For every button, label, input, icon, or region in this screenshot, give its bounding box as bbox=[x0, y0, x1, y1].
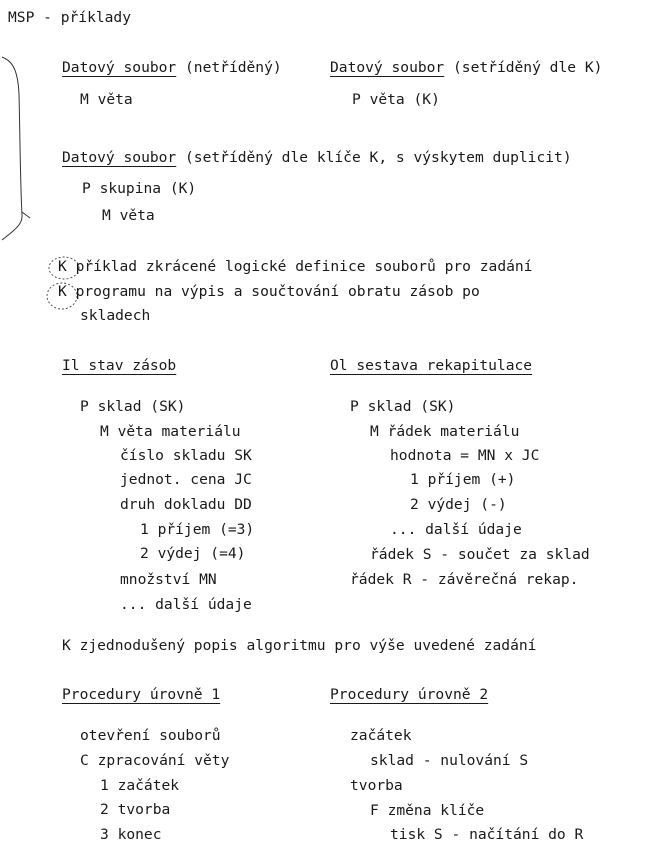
proc1-line-2: C zpracování věty bbox=[80, 752, 230, 769]
file-sorted-heading-suffix: (setříděný dle K) bbox=[444, 59, 603, 76]
procedures-level2-heading: Procedury úrovně 2 bbox=[330, 686, 489, 703]
output-file-heading: Ol sestava rekapitulace bbox=[330, 357, 533, 374]
proc1-line-4: 2 tvorba bbox=[100, 801, 171, 818]
example-marker: K bbox=[58, 258, 67, 275]
algorithm-note: K zjednodušený popis algoritmu pro výše uvedené zadání bbox=[62, 637, 537, 654]
example-line-2 bbox=[58, 283, 480, 301]
proc2-line-3: tvorba bbox=[350, 777, 403, 794]
output-line-4: 1 příjem (+) bbox=[410, 471, 516, 488]
output-line-7: řádek S - součet za sklad bbox=[370, 546, 590, 563]
input-line-3: číslo skladu SK bbox=[120, 447, 252, 464]
output-line-6: ... další údaje bbox=[390, 521, 522, 538]
input-line-1: P sklad (SK) bbox=[80, 398, 186, 415]
output-line-5: 2 výdej (-) bbox=[410, 496, 507, 513]
file-dup-heading bbox=[62, 149, 572, 167]
example-text-2: programu na výpis a součtování obratu zásob po bbox=[66, 283, 480, 300]
input-line-6: 1 příjem (=3) bbox=[140, 521, 255, 538]
page-title: MSP - příklady bbox=[8, 9, 132, 26]
example-line-1 bbox=[58, 258, 532, 276]
input-line-5: druh dokladu DD bbox=[120, 496, 252, 513]
file-dup-line-1: P skupina (K) bbox=[82, 180, 197, 197]
file-sorted-heading bbox=[330, 59, 602, 77]
input-line-2: M věta materiálu bbox=[100, 423, 241, 440]
example-text-1: příklad zkrácené logické definice souborů pro zadání bbox=[66, 258, 533, 275]
file-sorted-line: P věta (K) bbox=[352, 91, 440, 108]
proc2-line-5: tisk S - načítání do R bbox=[390, 826, 584, 843]
file-sorted-heading-label: Datový soubor bbox=[330, 59, 445, 76]
proc1-line-3: 1 začátek bbox=[100, 777, 180, 794]
input-line-7: 2 výdej (=4) bbox=[140, 545, 246, 562]
file-unsorted-heading-suffix: (netříděný) bbox=[176, 59, 282, 76]
proc1-line-1: otevření souborů bbox=[80, 727, 221, 744]
input-line-4: jednot. cena JC bbox=[120, 471, 252, 488]
file-dup-line-2: M věta bbox=[102, 207, 155, 224]
input-line-8: množství MN bbox=[120, 571, 217, 588]
proc2-line-2: sklad - nulování S bbox=[370, 752, 529, 769]
example-line-3: skladech bbox=[80, 307, 151, 324]
file-unsorted-heading bbox=[62, 59, 282, 77]
output-line-3: hodnota = MN x JC bbox=[390, 447, 540, 464]
input-line-9: ... další údaje bbox=[120, 596, 252, 613]
file-unsorted-heading-label: Datový soubor bbox=[62, 59, 177, 76]
example-marker-2: K bbox=[58, 283, 67, 300]
file-dup-heading-suffix: (setříděný dle klíče K, s výskytem duplicit) bbox=[176, 149, 572, 166]
procedures-level1-heading: Procedury úrovně 1 bbox=[62, 686, 221, 703]
output-line-1: P sklad (SK) bbox=[350, 398, 456, 415]
output-line-2: M řádek materiálu bbox=[370, 423, 520, 440]
input-file-heading: Il stav zásob bbox=[62, 357, 177, 374]
proc1-line-5: 3 konec bbox=[100, 826, 162, 843]
proc2-line-4: F změna klíče bbox=[370, 802, 485, 819]
file-dup-heading-label: Datový soubor bbox=[62, 149, 177, 166]
proc2-line-1: začátek bbox=[350, 727, 412, 744]
file-unsorted-line: M věta bbox=[80, 91, 133, 108]
output-line-8: řádek R - závěrečná rekap. bbox=[350, 571, 579, 588]
